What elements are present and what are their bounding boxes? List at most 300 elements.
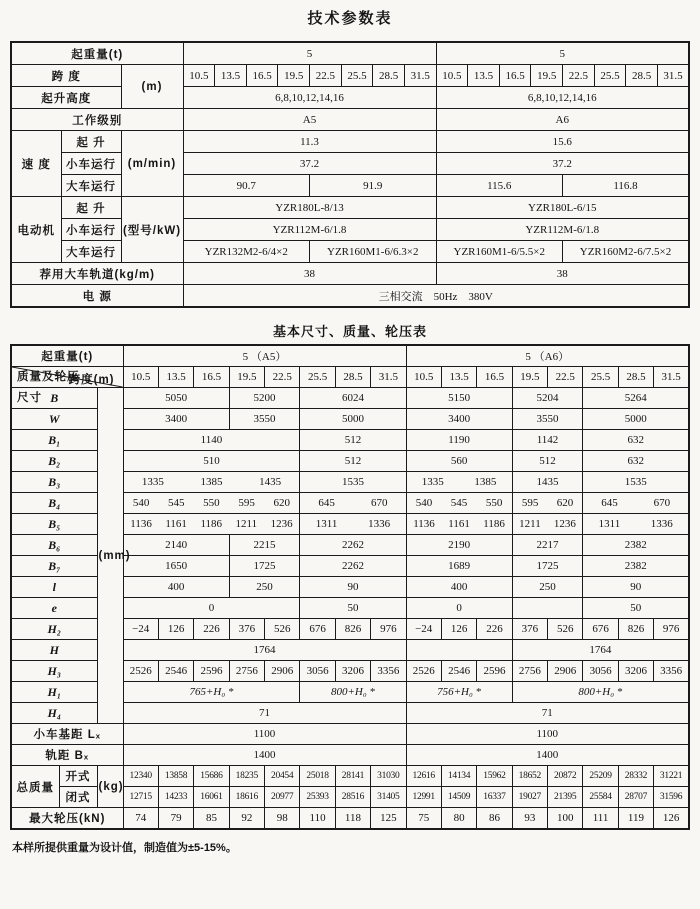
cell: 85 bbox=[194, 808, 229, 830]
cell-value: 1336 bbox=[650, 518, 673, 530]
cell: 125 bbox=[371, 808, 406, 830]
cell bbox=[406, 514, 512, 535]
cell-value: 1435 bbox=[259, 476, 282, 488]
cell: 5264 bbox=[583, 388, 689, 409]
cell: 20872 bbox=[548, 766, 583, 787]
cell-value: 1136 bbox=[130, 518, 152, 530]
cell: 6,8,10,12,14,16 bbox=[436, 87, 689, 109]
row-label: 总质量 bbox=[11, 766, 59, 808]
cell: 19.5 bbox=[278, 65, 310, 87]
cell: 1764 bbox=[512, 640, 689, 661]
cell: 5000 bbox=[583, 409, 689, 430]
cell: 31.5 bbox=[657, 65, 689, 87]
cell: 1535 bbox=[300, 472, 406, 493]
row-label: H₁ bbox=[11, 682, 97, 703]
cell: 86 bbox=[477, 808, 512, 830]
footnote: 本样所提供重量为设计值，制造值为±5-15%。 bbox=[12, 842, 237, 854]
row-label: 大车运行 bbox=[61, 241, 121, 263]
cell: 1140 bbox=[123, 430, 300, 451]
cell: 93 bbox=[512, 808, 547, 830]
cell-value: 620 bbox=[273, 497, 291, 509]
row-label: 起 升 bbox=[61, 131, 121, 153]
row-label: (m) bbox=[121, 65, 183, 109]
cell: 5200 bbox=[229, 388, 300, 409]
cell: 18235 bbox=[229, 766, 264, 787]
table-row bbox=[11, 65, 689, 87]
row-label: 起重量(t) bbox=[11, 345, 123, 367]
cell: 11.3 bbox=[183, 131, 436, 153]
row-label: 起升高度 bbox=[11, 87, 121, 109]
table-row bbox=[11, 745, 689, 766]
table-row bbox=[11, 131, 689, 153]
cell: 19.5 bbox=[512, 367, 547, 388]
cell: 3356 bbox=[654, 661, 689, 682]
cell: 16.5 bbox=[194, 367, 229, 388]
cell bbox=[406, 472, 512, 493]
cell: 14233 bbox=[158, 787, 193, 808]
cell: 18652 bbox=[512, 766, 547, 787]
row-label: 起 升 bbox=[61, 197, 121, 219]
cell: 676 bbox=[583, 619, 618, 640]
cell: 31.5 bbox=[371, 367, 406, 388]
cell: 10.5 bbox=[406, 367, 441, 388]
cell: 2526 bbox=[406, 661, 441, 682]
table-row bbox=[11, 285, 689, 308]
cell bbox=[583, 514, 689, 535]
row-label: B₁ bbox=[11, 430, 97, 451]
cell-value: 1236 bbox=[553, 518, 576, 530]
cell: 115.6 bbox=[436, 175, 563, 197]
cell: 126 bbox=[158, 619, 193, 640]
cell: 13.5 bbox=[441, 367, 476, 388]
row-label: 最大轮压(kN) bbox=[11, 808, 123, 830]
cell: 976 bbox=[654, 619, 689, 640]
cell: 6024 bbox=[300, 388, 406, 409]
cell-value: 1311 bbox=[315, 518, 338, 530]
row-label: (型号/kW) bbox=[121, 197, 183, 263]
cell-value: 1335 bbox=[141, 476, 164, 488]
row-label: 工作级别 bbox=[11, 109, 183, 131]
cell bbox=[583, 493, 689, 514]
cell: 3206 bbox=[618, 661, 653, 682]
cell bbox=[406, 640, 512, 661]
cell: 14134 bbox=[441, 766, 476, 787]
table-row bbox=[11, 109, 689, 131]
cell: 100 bbox=[548, 808, 583, 830]
cell: 16.5 bbox=[499, 65, 531, 87]
cell: 74 bbox=[123, 808, 158, 830]
cell: YZR180L-6/15 bbox=[436, 197, 689, 219]
cell: 826 bbox=[335, 619, 370, 640]
cell-value: 645 bbox=[318, 497, 335, 509]
cell-value: 1211 bbox=[519, 518, 541, 530]
diagonal-header-cell bbox=[11, 367, 123, 404]
cell: 510 bbox=[123, 451, 300, 472]
cell: 13.5 bbox=[158, 367, 193, 388]
cell: 110 bbox=[300, 808, 335, 830]
cell: 118 bbox=[335, 808, 370, 830]
cell: 111 bbox=[583, 808, 618, 830]
cell-value: 550 bbox=[203, 497, 220, 509]
cell: 3056 bbox=[300, 661, 335, 682]
row-label: 轨距 Bₓ bbox=[11, 745, 123, 766]
cell: 12616 bbox=[406, 766, 441, 787]
cell: 116.8 bbox=[563, 175, 690, 197]
cell: 25018 bbox=[300, 766, 335, 787]
table-row bbox=[11, 766, 689, 787]
cell: 2382 bbox=[583, 556, 689, 577]
cell: 38 bbox=[436, 263, 689, 285]
cell: 5050 bbox=[123, 388, 229, 409]
cell: YZR132M2-6/4×2 bbox=[183, 241, 310, 263]
cell: 2215 bbox=[229, 535, 300, 556]
cell: 3400 bbox=[406, 409, 512, 430]
cell: 28516 bbox=[335, 787, 370, 808]
cell: −24 bbox=[123, 619, 158, 640]
cell-value: 595 bbox=[238, 497, 255, 509]
table-row bbox=[11, 345, 689, 367]
cell: 71 bbox=[406, 703, 689, 724]
cell: 512 bbox=[512, 451, 583, 472]
cell: 800+H₀ * bbox=[512, 682, 689, 703]
cell: 18616 bbox=[229, 787, 264, 808]
cell: 25209 bbox=[583, 766, 618, 787]
cell: 1764 bbox=[123, 640, 406, 661]
cell: 13.5 bbox=[215, 65, 247, 87]
cell: 15962 bbox=[477, 766, 512, 787]
cell: 37.2 bbox=[436, 153, 689, 175]
dimensions-mass-wheelload-table bbox=[10, 344, 690, 830]
cell-value: 545 bbox=[450, 497, 468, 509]
cell: 25.5 bbox=[594, 65, 626, 87]
row-label: 小车运行 bbox=[61, 219, 121, 241]
cell: 25.5 bbox=[583, 367, 618, 388]
cell-value: 1136 bbox=[413, 518, 435, 530]
cell-value: 1385 bbox=[474, 476, 497, 488]
cell: 1435 bbox=[512, 472, 583, 493]
cell: 0 bbox=[123, 598, 300, 619]
cell: 31.5 bbox=[404, 65, 436, 87]
cell bbox=[512, 598, 583, 619]
cell bbox=[300, 514, 406, 535]
cell: 31405 bbox=[371, 787, 406, 808]
cell-value: 645 bbox=[601, 497, 618, 509]
cell: 400 bbox=[406, 577, 512, 598]
cell: 250 bbox=[229, 577, 300, 598]
cell-value: 1186 bbox=[200, 518, 223, 530]
cell: 12991 bbox=[406, 787, 441, 808]
cell: 400 bbox=[123, 577, 229, 598]
cell: 19.5 bbox=[531, 65, 563, 87]
row-label: H bbox=[11, 640, 97, 661]
table-row bbox=[11, 808, 689, 830]
cell: 512 bbox=[300, 430, 406, 451]
cell: 28707 bbox=[618, 787, 653, 808]
cell: 765+H₀ * bbox=[123, 682, 300, 703]
row-label: (kg) bbox=[97, 766, 123, 808]
cell: 14509 bbox=[441, 787, 476, 808]
cell: 50 bbox=[583, 598, 689, 619]
table-row bbox=[11, 42, 689, 65]
cell: 1725 bbox=[512, 556, 583, 577]
cell: 10.5 bbox=[436, 65, 468, 87]
cell: 1100 bbox=[406, 724, 689, 745]
cell bbox=[512, 514, 583, 535]
table-row bbox=[11, 263, 689, 285]
table-row bbox=[11, 724, 689, 745]
row-label: 大车运行 bbox=[61, 175, 121, 197]
cell: 16.5 bbox=[477, 367, 512, 388]
row-label: B bbox=[11, 388, 97, 409]
cell-value: 670 bbox=[653, 497, 671, 509]
cell-value: 540 bbox=[415, 497, 433, 509]
cell: 1650 bbox=[123, 556, 229, 577]
cell: 226 bbox=[477, 619, 512, 640]
cell: 2546 bbox=[158, 661, 193, 682]
cell: 3400 bbox=[123, 409, 229, 430]
table-row bbox=[11, 241, 689, 263]
cell: 28.5 bbox=[373, 65, 405, 87]
cell: 2217 bbox=[512, 535, 583, 556]
cell: 2756 bbox=[229, 661, 264, 682]
row-label: H₄ bbox=[11, 703, 97, 724]
cell: 3356 bbox=[371, 661, 406, 682]
cell: 15686 bbox=[194, 766, 229, 787]
cell-value: 595 bbox=[521, 497, 539, 509]
cell: 28.5 bbox=[335, 367, 370, 388]
cell: 13858 bbox=[158, 766, 193, 787]
cell: 50 bbox=[300, 598, 406, 619]
cell-value: 1161 bbox=[165, 518, 187, 530]
cell: 71 bbox=[123, 703, 406, 724]
cell: YZR112M-6/1.8 bbox=[436, 219, 689, 241]
row-label: H₃ bbox=[11, 661, 97, 682]
cell bbox=[406, 493, 512, 514]
cell: 5 bbox=[436, 42, 689, 65]
cell: 126 bbox=[441, 619, 476, 640]
row-label: 闭式 bbox=[59, 787, 97, 808]
cell: 3206 bbox=[335, 661, 370, 682]
cell: 37.2 bbox=[183, 153, 436, 175]
cell: 1689 bbox=[406, 556, 512, 577]
cell-value: 1211 bbox=[235, 518, 258, 530]
cell-value: 1236 bbox=[270, 518, 293, 530]
row-label: 小车基距 Lₓ bbox=[11, 724, 123, 745]
cell: 676 bbox=[300, 619, 335, 640]
table-row bbox=[11, 153, 689, 175]
row-label: (mm) bbox=[97, 388, 123, 724]
cell: 90.7 bbox=[183, 175, 310, 197]
cell: 5 bbox=[183, 42, 436, 65]
cell: 13.5 bbox=[468, 65, 500, 87]
row-label: B₇ bbox=[11, 556, 97, 577]
row-label: 起重量(t) bbox=[11, 42, 183, 65]
cell: A6 bbox=[436, 109, 689, 131]
cell: 119 bbox=[618, 808, 653, 830]
row-label: (m/min) bbox=[121, 131, 183, 197]
cell: YZR160M1-6/6.3×2 bbox=[310, 241, 437, 263]
cell-value: 1311 bbox=[598, 518, 621, 530]
cell: 1725 bbox=[229, 556, 300, 577]
cell-value: 620 bbox=[556, 497, 574, 509]
cell-value: 540 bbox=[132, 497, 150, 509]
cell: 三相交流 50Hz 380V bbox=[183, 285, 689, 308]
cell: 2596 bbox=[477, 661, 512, 682]
cell bbox=[123, 493, 300, 514]
cell: 1142 bbox=[512, 430, 583, 451]
cell: 90 bbox=[300, 577, 406, 598]
cell: 5204 bbox=[512, 388, 583, 409]
cell: YZR180L-8/13 bbox=[183, 197, 436, 219]
cell: 25584 bbox=[583, 787, 618, 808]
row-label: 开式 bbox=[59, 766, 97, 787]
cell: YZR160M2-6/7.5×2 bbox=[563, 241, 690, 263]
cell: 3550 bbox=[229, 409, 300, 430]
cell: 756+H₀ * bbox=[406, 682, 512, 703]
cell: 632 bbox=[583, 451, 689, 472]
cell: 560 bbox=[406, 451, 512, 472]
row-label: H₂ bbox=[11, 619, 97, 640]
cell: 2262 bbox=[300, 556, 406, 577]
cell: 10.5 bbox=[123, 367, 158, 388]
cell bbox=[512, 493, 583, 514]
row-label: 电动机 bbox=[11, 197, 61, 263]
cell: 25393 bbox=[300, 787, 335, 808]
dimensions-table-title: 基本尺寸、质量、轮压表 bbox=[272, 324, 427, 339]
cell: 1190 bbox=[406, 430, 512, 451]
cell-value: 1385 bbox=[200, 476, 223, 488]
cell: 15.6 bbox=[436, 131, 689, 153]
table-row bbox=[11, 219, 689, 241]
cell: 2546 bbox=[441, 661, 476, 682]
row-label: B₄ bbox=[11, 493, 97, 514]
cell: 512 bbox=[300, 451, 406, 472]
cell: 3550 bbox=[512, 409, 583, 430]
cell: 22.5 bbox=[548, 367, 583, 388]
cell: −24 bbox=[406, 619, 441, 640]
table-row bbox=[11, 197, 689, 219]
cell-value: 545 bbox=[168, 497, 185, 509]
cell: 98 bbox=[265, 808, 300, 830]
cell: 2756 bbox=[512, 661, 547, 682]
row-label: B₂ bbox=[11, 451, 97, 472]
cell: 2190 bbox=[406, 535, 512, 556]
cell: A5 bbox=[183, 109, 436, 131]
table-row bbox=[11, 388, 689, 409]
row-label: B₃ bbox=[11, 472, 97, 493]
cell: 2382 bbox=[583, 535, 689, 556]
cell: 20977 bbox=[265, 787, 300, 808]
cell: 2262 bbox=[300, 535, 406, 556]
row-label: B₆ bbox=[11, 535, 97, 556]
cell: 126 bbox=[654, 808, 689, 830]
table-row bbox=[11, 87, 689, 109]
cell: 80 bbox=[441, 808, 476, 830]
cell: 31221 bbox=[654, 766, 689, 787]
cell: 92 bbox=[229, 808, 264, 830]
cell: 16.5 bbox=[246, 65, 278, 87]
cell: 2526 bbox=[123, 661, 158, 682]
cell: 75 bbox=[406, 808, 441, 830]
cell: 376 bbox=[229, 619, 264, 640]
cell: 5 （A6） bbox=[406, 345, 689, 367]
cell-value: 1161 bbox=[448, 518, 470, 530]
cell: 1400 bbox=[123, 745, 406, 766]
row-label: e bbox=[11, 598, 97, 619]
cell: 31.5 bbox=[654, 367, 689, 388]
row-label: 跨 度 bbox=[11, 65, 121, 87]
cell: 5 （A5） bbox=[123, 345, 406, 367]
cell: 2596 bbox=[194, 661, 229, 682]
row-label: 荐用大车轨道(kg/m) bbox=[11, 263, 183, 285]
cell: 22.5 bbox=[265, 367, 300, 388]
cell: 6,8,10,12,14,16 bbox=[183, 87, 436, 109]
page-title: 技术参数表 bbox=[307, 10, 393, 27]
cell: 19.5 bbox=[229, 367, 264, 388]
cell: 79 bbox=[158, 808, 193, 830]
row-label: 速 度 bbox=[11, 131, 61, 197]
cell: 25.5 bbox=[300, 367, 335, 388]
cell: 28332 bbox=[618, 766, 653, 787]
cell: 91.9 bbox=[310, 175, 437, 197]
cell: 2906 bbox=[548, 661, 583, 682]
cell-value: 550 bbox=[485, 497, 503, 509]
diag-label: 质量及轮压 bbox=[17, 371, 80, 383]
cell: 16337 bbox=[477, 787, 512, 808]
cell: 632 bbox=[583, 430, 689, 451]
row-label: 小车运行 bbox=[61, 153, 121, 175]
cell: 976 bbox=[371, 619, 406, 640]
cell-value: 1186 bbox=[483, 518, 505, 530]
cell: 1400 bbox=[406, 745, 689, 766]
tech-params-table bbox=[10, 41, 690, 308]
cell: 22.5 bbox=[563, 65, 595, 87]
cell-value: 670 bbox=[370, 497, 388, 509]
cell: 21395 bbox=[548, 787, 583, 808]
cell: 1535 bbox=[583, 472, 689, 493]
cell: 31596 bbox=[654, 787, 689, 808]
cell: YZR112M-6/1.8 bbox=[183, 219, 436, 241]
table-row bbox=[11, 175, 689, 197]
cell: 28.5 bbox=[626, 65, 658, 87]
cell: 90 bbox=[583, 577, 689, 598]
cell: 0 bbox=[406, 598, 512, 619]
cell: 20454 bbox=[265, 766, 300, 787]
table-row bbox=[11, 367, 689, 388]
cell: 22.5 bbox=[310, 65, 342, 87]
cell: 28141 bbox=[335, 766, 370, 787]
row-label: B₅ bbox=[11, 514, 97, 535]
cell: 2906 bbox=[265, 661, 300, 682]
cell: 16061 bbox=[194, 787, 229, 808]
cell: 5150 bbox=[406, 388, 512, 409]
diag-label: 尺寸 bbox=[17, 392, 42, 404]
cell: 19027 bbox=[512, 787, 547, 808]
cell: 2140 bbox=[123, 535, 229, 556]
cell: 526 bbox=[265, 619, 300, 640]
cell: 28.5 bbox=[618, 367, 653, 388]
cell: 12340 bbox=[123, 766, 158, 787]
cell: 25.5 bbox=[341, 65, 373, 87]
cell: 250 bbox=[512, 577, 583, 598]
row-label: 电 源 bbox=[11, 285, 183, 308]
cell: 10.5 bbox=[183, 65, 215, 87]
cell: 376 bbox=[512, 619, 547, 640]
cell-value: 1335 bbox=[421, 476, 444, 488]
cell: 31030 bbox=[371, 766, 406, 787]
cell: 3056 bbox=[583, 661, 618, 682]
cell: 12715 bbox=[123, 787, 158, 808]
